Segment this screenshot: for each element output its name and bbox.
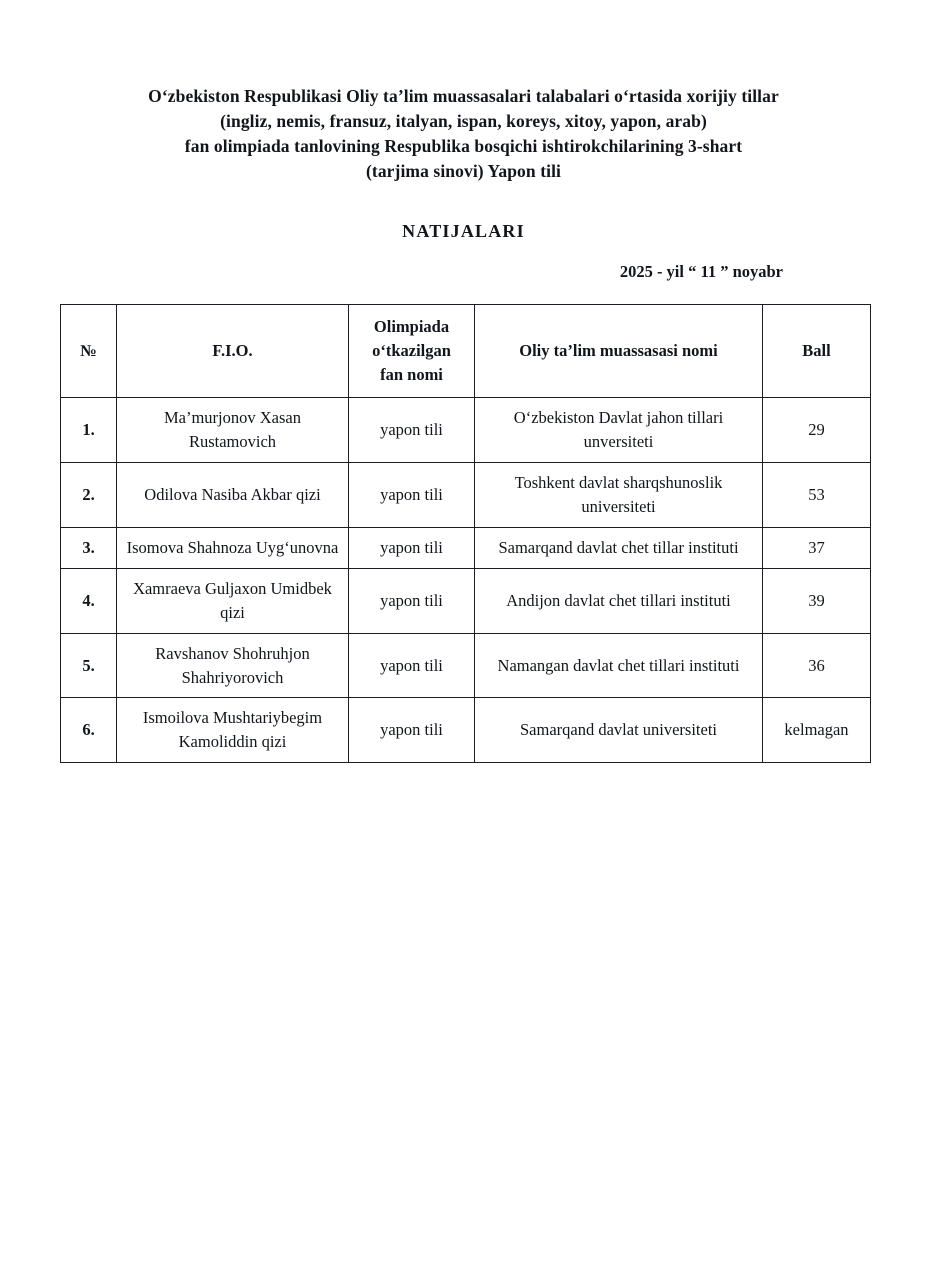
- page-title: [60, 84, 867, 183]
- table-row: [61, 698, 871, 763]
- table-row: [61, 398, 871, 463]
- column-header-fio: F.I.O.: [117, 305, 349, 398]
- table-row: [61, 462, 871, 527]
- title-line-2: (ingliz, nemis, fransuz, italyan, ispan, koreys, xitoy, yapon, arab): [220, 110, 707, 131]
- row-number: 5.: [61, 633, 117, 698]
- column-header-subject-line3: fan nomi: [380, 365, 443, 385]
- row-subject: yapon tili: [349, 527, 475, 568]
- row-fio: Ma’murjonov Xasan Rustamovich: [117, 398, 349, 463]
- row-university: Toshkent davlat sharqshunoslik universiteti: [475, 462, 763, 527]
- title-line-1: O‘zbekiston Respublikasi Oliy ta’lim muassasalari talabalari o‘rtasida xorijiy tillar: [148, 86, 779, 106]
- row-ball: kelmagan: [763, 698, 871, 763]
- table-row: [61, 568, 871, 633]
- row-university: Andijon davlat chet tillari instituti: [475, 568, 763, 633]
- row-number: 6.: [61, 698, 117, 763]
- row-subject: yapon tili: [349, 462, 475, 527]
- row-fio: Isomova Shahnoza Uyg‘unovna: [117, 527, 349, 568]
- column-header-subject-line1: Olimpiada: [373, 317, 450, 337]
- row-ball: 39: [763, 568, 871, 633]
- row-university: Samarqand davlat chet tillar instituti: [475, 527, 763, 568]
- row-ball: 36: [763, 633, 871, 698]
- row-subject: yapon tili: [349, 633, 475, 698]
- column-header-number: №: [61, 305, 117, 398]
- row-university: Namangan davlat chet tillari instituti: [475, 633, 763, 698]
- row-fio: Ravshanov Shohruhjon Shahriyorovich: [117, 633, 349, 698]
- row-ball: 29: [763, 398, 871, 463]
- column-header-ball: Ball: [763, 305, 871, 398]
- row-number: 2.: [61, 462, 117, 527]
- table-row: [61, 633, 871, 698]
- row-number: 1.: [61, 398, 117, 463]
- results-heading: NATIJALARI: [402, 221, 525, 242]
- row-fio: Odilova Nasiba Akbar qizi: [117, 462, 349, 527]
- document-date: 2025 - yil “ 11 ” noyabr: [619, 262, 783, 282]
- row-subject: yapon tili: [349, 398, 475, 463]
- column-header-university: Oliy ta’lim muassasasi nomi: [475, 305, 763, 398]
- results-table: [60, 304, 871, 763]
- row-subject: yapon tili: [349, 698, 475, 763]
- title-line-3: fan olimpiada tanlovining Respublika bosqichi ishtirokchilarining 3-shart: [184, 135, 743, 156]
- row-number: 3.: [61, 527, 117, 568]
- row-university: Samarqand davlat universiteti: [475, 698, 763, 763]
- column-header-subject: [349, 305, 475, 398]
- table-row: [61, 527, 871, 568]
- row-subject: yapon tili: [349, 568, 475, 633]
- row-fio: Xamraeva Guljaxon Umidbek qizi: [117, 568, 349, 633]
- column-header-subject-line2: o‘tkazilgan: [372, 341, 451, 361]
- table-header-row: [61, 305, 871, 398]
- row-ball: 53: [763, 462, 871, 527]
- row-fio: Ismoilova Mushtariybegim Kamoliddin qizi: [117, 698, 349, 763]
- row-ball: 37: [763, 527, 871, 568]
- row-university: O‘zbekiston Davlat jahon tillari unversiteti: [475, 398, 763, 463]
- row-number: 4.: [61, 568, 117, 633]
- title-line-4: (tarjima sinovi) Yapon tili: [365, 160, 562, 181]
